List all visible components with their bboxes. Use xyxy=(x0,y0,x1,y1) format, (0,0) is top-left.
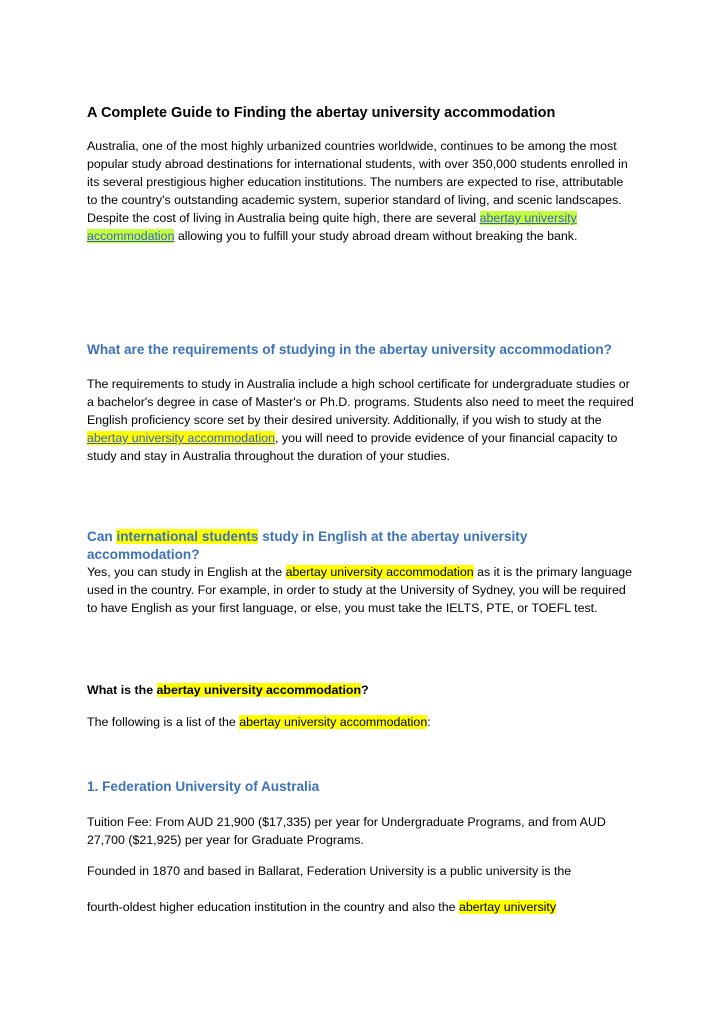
intro-text: Australia, one of the most highly urbanized countries worldwide, continues to be among the most popular study abroad destinations for international students, with over 350,000 students enrolled in its several prestigious higher education institutions. The numbers are expected to rise, attributable to the country's outstanding academic system, superior standard of living, and scenic landscapes. Despite the cost of living in Australia being quite high, there are several xyxy=(87,139,628,225)
continuation-text: fourth-oldest higher education institution in the country and also the xyxy=(87,900,459,914)
english-heading-start: Can xyxy=(87,529,117,544)
accommodation-link[interactable]: abertay university accommodation xyxy=(87,211,577,243)
list-intro-text: The following is a list of the xyxy=(87,715,240,729)
requirements-text-end: , you will need to provide evidence of your financial capacity to study and stay in Australia throughout the duration of your studies. xyxy=(87,431,618,463)
accommodation-link[interactable]: abertay university accommodation xyxy=(87,431,276,445)
what-is-heading xyxy=(87,681,635,699)
document-title: A Complete Guide to Finding the abertay university accommodation xyxy=(87,105,556,121)
requirements-paragraph xyxy=(87,375,635,465)
english-paragraph xyxy=(87,563,635,617)
federation-heading: 1. Federation University of Australia xyxy=(87,779,320,794)
intro-text-end: allowing you to fulfill your study abroad dream without breaking the bank. xyxy=(174,229,578,243)
list-intro-paragraph xyxy=(87,713,635,731)
highlight-keyword: abertay university accommodation xyxy=(285,565,474,579)
highlight-keyword: abertay university accommodation xyxy=(239,715,428,729)
intro-paragraph xyxy=(87,137,635,245)
list-intro-text-end: : xyxy=(427,715,431,729)
founded-paragraph: Founded in 1870 and based in Ballarat, Federation University is a public university is the xyxy=(87,864,572,878)
highlight-keyword: international students xyxy=(116,529,259,544)
english-heading-end: study in English at the abertay university accommodation? xyxy=(87,529,528,562)
continuation-paragraph xyxy=(87,898,635,916)
highlight-keyword: abertay university accommodation xyxy=(156,683,362,697)
english-heading xyxy=(87,528,635,564)
tuition-paragraph: Tuition Fee: From AUD 21,900 ($17,335) per year for Undergraduate Programs, and from AUD 27,700 ($21,925) per year for Graduate Programs. xyxy=(87,815,606,847)
english-text: Yes, you can study in English at the xyxy=(87,565,286,579)
highlight-keyword: abertay university xyxy=(458,900,557,914)
requirements-text: The requirements to study in Australia include a high school certificate for undergraduate studies or a bachelor's degree in case of Master's or Ph.D. programs. Students also need to meet the required English proficiency score set by their desired university. Additionally, if you wish to study at the xyxy=(87,377,634,427)
requirements-heading: What are the requirements of studying in the abertay university accommodation? xyxy=(87,342,612,357)
what-is-heading-end: ? xyxy=(361,683,369,697)
english-text-end: as it is the primary language used in the country. For example, in order to study at the University of Sydney, you will be required to have English as your first language, or else, you must take the IELTS, PTE, or TOEFL test. xyxy=(87,565,633,615)
what-is-heading-start: What is the xyxy=(87,683,157,697)
